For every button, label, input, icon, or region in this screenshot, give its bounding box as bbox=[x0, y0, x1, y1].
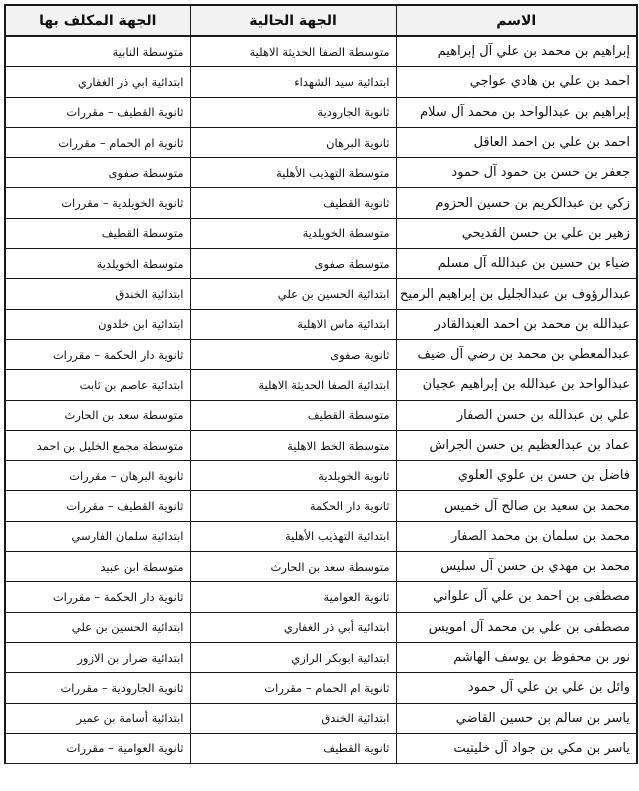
name-cell: فاضل بن حسن بن علوي العلوي bbox=[396, 461, 637, 491]
table-row bbox=[5, 97, 637, 127]
table-row bbox=[5, 461, 637, 491]
current-entity-cell: ثانوية البرهان bbox=[190, 127, 396, 157]
current-entity-cell: ثانوية دار الحكمة bbox=[190, 491, 396, 521]
header-row bbox=[5, 5, 637, 36]
assigned-entity-cell: متوسطة الخويلدية bbox=[5, 249, 190, 279]
name-cell: إبراهيم بن محمد بن علي آل إبراهيم bbox=[396, 36, 637, 67]
assigned-entity-cell: متوسطة مجمع الخليل بن احمد bbox=[5, 430, 190, 460]
name-cell: عماد بن عبدالعظيم بن حسن الجراش bbox=[396, 430, 637, 460]
assignment-table bbox=[4, 4, 638, 764]
assigned-entity-cell: ثانوية الخويلدية – مقررات bbox=[5, 188, 190, 218]
table-row bbox=[5, 430, 637, 460]
table-row bbox=[5, 733, 637, 763]
name-cell: زكي بن عبدالكريم بن حسين الحزوم bbox=[396, 188, 637, 218]
name-cell: احمد بن علي بن احمد العاقل bbox=[396, 127, 637, 157]
current-entity-cell: ابتدائية الحسين بن علي bbox=[190, 279, 396, 309]
table-row bbox=[5, 67, 637, 97]
name-cell: محمد بن سعيد بن صالح آل خميس bbox=[396, 491, 637, 521]
name-cell: عبدالله بن محمد بن احمد العبدالقادر bbox=[396, 309, 637, 339]
header-name: الاسم bbox=[396, 5, 637, 36]
table-row bbox=[5, 158, 637, 188]
current-entity-cell: ابتدائية التهذيب الأهلية bbox=[190, 521, 396, 551]
current-entity-cell: ابتدائية أبي ذر الغفاري bbox=[190, 612, 396, 642]
name-cell: عبدالرؤوف بن عبدالجليل بن إبراهيم الرميح bbox=[396, 279, 637, 309]
assigned-entity-cell: ثانوية القطيف – مقررات bbox=[5, 491, 190, 521]
assigned-entity-cell: ابتدائية ابي ذر الغفاري bbox=[5, 67, 190, 97]
assigned-entity-cell: متوسطة ابن عبيد bbox=[5, 552, 190, 582]
name-cell: جعفر بن حسن بن حمود آل حمود bbox=[396, 158, 637, 188]
name-cell: ضياء بن حسين بن عبدالله آل مسلم bbox=[396, 249, 637, 279]
current-entity-cell: ابتدائية ابوبكر الرازي bbox=[190, 642, 396, 672]
current-entity-cell: ابتدائية الصفا الحديثة الاهلية bbox=[190, 370, 396, 400]
name-cell: ياسر بن مكي بن جواد آل خليتيت bbox=[396, 733, 637, 763]
assigned-entity-cell: ثانوية القطيف – مقررات bbox=[5, 97, 190, 127]
assigned-entity-cell: ثانوية البرهان – مقررات bbox=[5, 461, 190, 491]
name-cell: زهير بن علي بن حسن القديحي bbox=[396, 218, 637, 248]
current-entity-cell: متوسطة القطيف bbox=[190, 400, 396, 430]
assigned-entity-cell: متوسطة صفوى bbox=[5, 158, 190, 188]
assigned-entity-cell: ثانوية العوامية – مقررات bbox=[5, 733, 190, 763]
table-row bbox=[5, 552, 637, 582]
current-entity-cell: ابتدائية ماس الاهلية bbox=[190, 309, 396, 339]
assigned-entity-cell: متوسطة القطيف bbox=[5, 218, 190, 248]
current-entity-cell: متوسطة صفوى bbox=[190, 249, 396, 279]
current-entity-cell: ثانوية القطيف bbox=[190, 733, 396, 763]
table-row bbox=[5, 612, 637, 642]
table-row bbox=[5, 521, 637, 551]
name-cell: مصطفى بن احمد بن علي آل علواني bbox=[396, 582, 637, 612]
assigned-entity-cell: ابتدائية سلمان الفارسي bbox=[5, 521, 190, 551]
name-cell: ياسر بن سالم بن حسين القاضي bbox=[396, 703, 637, 733]
table-row bbox=[5, 582, 637, 612]
assigned-entity-cell: متوسطة النابية bbox=[5, 36, 190, 67]
current-entity-cell: ثانوية العوامية bbox=[190, 582, 396, 612]
current-entity-cell: ثانوية ام الحمام – مقررات bbox=[190, 673, 396, 703]
table-row bbox=[5, 218, 637, 248]
current-entity-cell: متوسطة الخط الاهلية bbox=[190, 430, 396, 460]
name-cell: وائل بن علي بن علي آل حمود bbox=[396, 673, 637, 703]
name-cell: محمد بن سلمان بن محمد الصفار bbox=[396, 521, 637, 551]
assigned-entity-cell: ابتدائية الخندق bbox=[5, 279, 190, 309]
assigned-entity-cell: ابتدائية ابن خلدون bbox=[5, 309, 190, 339]
table-body bbox=[5, 36, 637, 764]
assigned-entity-cell: متوسطة سعد بن الحارث bbox=[5, 400, 190, 430]
name-cell: عبدالمعطي بن محمد بن رضي آل ضيف bbox=[396, 339, 637, 369]
current-entity-cell: ثانوية صفوى bbox=[190, 339, 396, 369]
table-row bbox=[5, 673, 637, 703]
name-cell: احمد بن علي بن هادي عواجي bbox=[396, 67, 637, 97]
header-assigned-entity: الجهة المكلف بها bbox=[5, 5, 190, 36]
assigned-entity-cell: ثانوية دار الحكمة – مقررات bbox=[5, 339, 190, 369]
table-row bbox=[5, 642, 637, 672]
assigned-entity-cell: ابتدائية ضرار بن الازور bbox=[5, 642, 190, 672]
name-cell: نور بن محفوظ بن يوسف الهاشم bbox=[396, 642, 637, 672]
assigned-entity-cell: ابتدائية الحسين بن علي bbox=[5, 612, 190, 642]
assigned-entity-cell: ثانوية ام الحمام – مقررات bbox=[5, 127, 190, 157]
table-row bbox=[5, 703, 637, 733]
table-row bbox=[5, 339, 637, 369]
current-entity-cell: ابتدائية سيد الشهداء bbox=[190, 67, 396, 97]
name-cell: مصطفى بن علي بن محمد آل امويس bbox=[396, 612, 637, 642]
assigned-entity-cell: ابتدائية أسامة بن عمير bbox=[5, 703, 190, 733]
assigned-entity-cell: ثانوية دار الحكمة – مقررات bbox=[5, 582, 190, 612]
current-entity-cell: متوسطة الخويلدية bbox=[190, 218, 396, 248]
table-row bbox=[5, 36, 637, 67]
current-entity-cell: ابتدائية الخندق bbox=[190, 703, 396, 733]
table-row bbox=[5, 370, 637, 400]
current-entity-cell: ثانوية الجارودية bbox=[190, 97, 396, 127]
table-row bbox=[5, 491, 637, 521]
table-row bbox=[5, 127, 637, 157]
current-entity-cell: متوسطة التهذيب الأهلية bbox=[190, 158, 396, 188]
table-row bbox=[5, 249, 637, 279]
table-row bbox=[5, 279, 637, 309]
assigned-entity-cell: ابتدائية عاصم بن ثابت bbox=[5, 370, 190, 400]
assigned-entity-cell: ثانوية الجارودية – مقررات bbox=[5, 673, 190, 703]
current-entity-cell: متوسطة الصفا الحديثة الاهلية bbox=[190, 36, 396, 67]
current-entity-cell: متوسطة سعد بن الحارث bbox=[190, 552, 396, 582]
name-cell: إبراهيم بن عبدالواحد بن محمد آل سلام bbox=[396, 97, 637, 127]
table-row bbox=[5, 188, 637, 218]
name-cell: علي بن عبدالله بن حسن الصفار bbox=[396, 400, 637, 430]
name-cell: عبدالواحد بن عبدالله بن إبراهيم عجيان bbox=[396, 370, 637, 400]
table-row bbox=[5, 400, 637, 430]
table-row bbox=[5, 309, 637, 339]
table-header bbox=[5, 5, 637, 36]
current-entity-cell: ثانوية القطيف bbox=[190, 188, 396, 218]
current-entity-cell: ثانوية الخويلدية bbox=[190, 461, 396, 491]
name-cell: محمد بن مهدي بن حسن آل سليس bbox=[396, 552, 637, 582]
header-current-entity: الجهة الحالية bbox=[190, 5, 396, 36]
